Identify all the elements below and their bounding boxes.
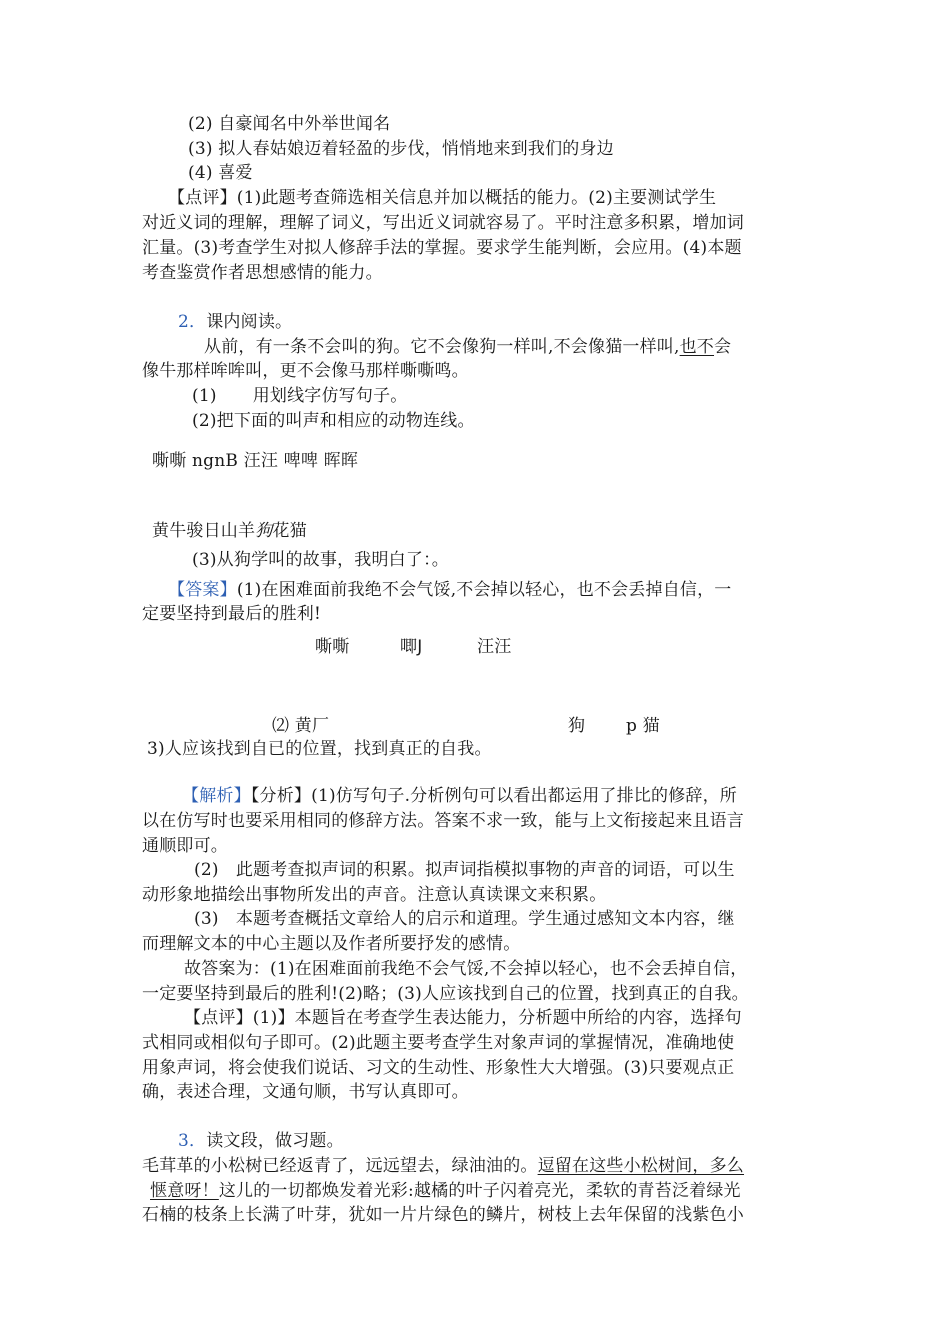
sub-question-3: (3)从狗学叫的故事，我明白了：。 (192, 550, 449, 570)
sub-question-number: (1) (192, 386, 217, 406)
passage-text: 这儿的一切都焕发着光彩:越橘的叶子闪着亮光，柔软的青苔泛着绿光 (218, 1181, 741, 1201)
answer-sound: 嘶嘶 (315, 637, 350, 657)
final-answer-line: 一定要坚持到最后的胜利!(2)略；(3)人应该找到自己的位置，找到真正的自我。 (142, 984, 749, 1004)
passage-line (150, 1179, 741, 1203)
passage-text: 从前，有一条不会叫的狗。它不会像狗一样叫,不会像猫一样叫, (204, 337, 680, 357)
question-2-heading (178, 310, 292, 334)
answer-sound: 唧J (400, 637, 423, 657)
answer-line-2: (2) 自豪闻名中外举世闻名 (188, 114, 391, 134)
analysis-text: 【分析】(1)仿写句子.分析例句可以看出都运用了排比的修辞，所 (250, 786, 737, 806)
analysis-line: 通顺即可。 (142, 836, 228, 856)
sound-words: 嘶嘶 ngnB 汪汪 啤啤 晖晖 (152, 451, 359, 471)
analysis-line: (2) 此题考查拟声词的积累。拟声词指模拟事物的声音的词语，可以生 (194, 860, 735, 880)
final-answer-line: 故答案为：(1)在困难面前我绝不会气馁,不会掉以轻心，也不会丢掉自信， (184, 959, 748, 979)
question-title: 课内阅读。 (206, 312, 293, 332)
review-line: 【点评】(1)】本题旨在考查学生表达能力，分析题中所给的内容，选择句 (184, 1008, 742, 1028)
animal-text: 花猫 (272, 521, 307, 541)
underlined-words: 也不 (679, 337, 715, 357)
analysis-tag: 【解析】 (182, 786, 251, 806)
review-line: 考查鉴赏作者思想感情的能力。 (142, 263, 383, 283)
question-title: 读文段，做习题。 (206, 1131, 344, 1151)
sub-question-text: 用划线字仿写句子。 (252, 386, 408, 406)
question-3-heading (178, 1129, 344, 1153)
sub-question-1 (192, 384, 408, 408)
review-line: 对近义词的理解，理解了词义，写出近义词就容易了。平时注意多积累，增加词 (142, 213, 744, 233)
answer-line: 3)人应该找到自已的位置，找到真正的自我。 (147, 739, 492, 759)
answer-sound: 汪汪 (477, 637, 512, 657)
analysis-line (182, 784, 737, 808)
analysis-line: 动形象地描绘出事物所发出的声音。注意认真读课文来积累。 (142, 885, 607, 905)
answer-animal: 狗 (568, 716, 586, 736)
sub-question-2: (2)把下面的叫声和相应的动物连线。 (192, 411, 475, 431)
answer-text: (1)在困难面前我绝不会气馁,不会掉以轻心，也不会丢掉自信，一 (236, 580, 732, 600)
underlined-sentence: 惬意呀！ (150, 1181, 219, 1201)
animal-words (152, 519, 307, 543)
passage-text: 会 (714, 337, 732, 357)
passage-line: 像牛那样哞哞叫，更不会像马那样嘶嘶鸣。 (142, 361, 469, 381)
animal-text: 黄牛骏日山羊 (152, 521, 256, 541)
review-line: 确，表述合理，文通句顺，书写认真即可。 (142, 1082, 469, 1102)
passage-line (204, 335, 731, 359)
answer-line-4: (4) 喜爱 (188, 163, 253, 183)
analysis-line: 以在仿写时也要采用相同的修辞方法。答案不求一致，能与上文衔接起来且语言 (142, 811, 744, 831)
answer-animal: p 猫 (626, 716, 660, 736)
underlined-sentence: 逗留在这些小松树间，多么 (537, 1156, 745, 1176)
passage-line (142, 1154, 744, 1178)
analysis-line: 而理解文本的中心主题以及作者所要抒发的感情。 (142, 934, 521, 954)
animal-text: 狗 (255, 521, 273, 541)
answer-line: 定要坚持到最后的胜利! (142, 604, 322, 624)
question-number: 3． (178, 1131, 207, 1151)
answer-line (168, 578, 732, 602)
answer-line-3: (3) 拟人春姑娘迈着轻盈的步伐，悄悄地来到我们的身边 (188, 139, 614, 159)
review-line: 式相同或相似句子即可。(2)此题主要考查学生对象声词的掌握情况，准确地使 (142, 1033, 735, 1053)
passage-line: 石楠的枝条上长满了叶芽，犹如一片片绿色的鳞片，树枝上去年保留的浅紫色小 (142, 1205, 744, 1225)
review-line: 汇量。(3)考查学生对拟人修辞手法的掌握。要求学生能判断，会应用。(4)本题 (142, 238, 742, 258)
passage-text: 毛茸革的小松树已经返青了，远远望去，绿油油的。 (142, 1156, 538, 1176)
analysis-line: (3) 本题考查概括文章给人的启示和道理。学生通过感知文本内容，继 (194, 909, 735, 929)
review-line: 用象声词，将会使我们说话、习文的生动性、形象性大大增强。(3)只要观点正 (142, 1058, 735, 1078)
answer-animal: ⑵ 黄厂 (272, 716, 330, 736)
question-number: 2． (178, 312, 207, 332)
review-line: 【点评】(1)此题考查筛选相关信息并加以概括的能力。(2)主要测试学生 (168, 188, 717, 208)
answer-tag: 【答案】 (168, 580, 237, 600)
